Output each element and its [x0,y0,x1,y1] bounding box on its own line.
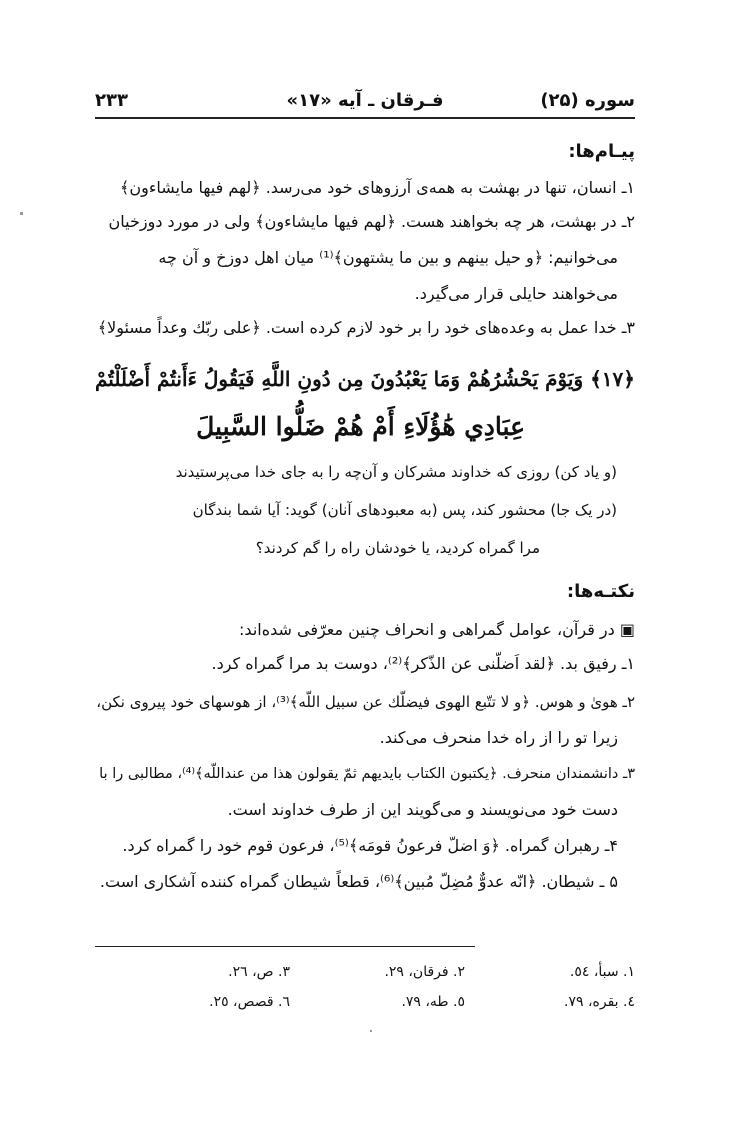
footnote: ۱. سبأ، ٥٤. [569,964,635,980]
footnote: ٤. بقره، ۷۹. [564,994,635,1010]
notes-intro-text: در قرآن، عوامل گمراهی و انحراف چنین معرّفی شده‌اند: [239,620,615,639]
note-line: ۱ـ رفیق بد. ﴿لقد اَضلّنی عن الذّکر﴾⁽²⁾، دوست بد مرا گمراه کرد. [211,654,635,673]
margin-speck [20,212,23,215]
footnote-rule [95,946,475,947]
translation-line: (در یک جا) محشور کند، پس (به معبودهای آنان) گوید: آیا شما بندگان [192,501,617,519]
messages-heading: پیـام‌ها: [568,141,635,162]
note-line: دست خود می‌نویسند و می‌گویند این از طرف خداوند است. [227,800,618,819]
footnote: ٦. قصص، ۲٥. [209,994,290,1010]
message-line: می‌خواهند حایلی قرار می‌گیرد. [414,284,618,303]
surah-label: سوره (۲۵) [540,90,635,111]
note-line: ۲ـ هویٰ و هوس. ﴿و لا تتّبع الهوی فیضلّك عن سبیل اللّه﴾⁽³⁾، از هوسهای خود پیروی نکن، [96,693,635,711]
footnote: ٥. طه، ۷۹. [401,994,465,1010]
verse-line-1: ﴿۱۷﴾ وَيَوْمَ يَحْشُرُهُمْ وَمَا يَعْبُدُونَ مِن دُونِ اللَّهِ فَيَقُولُ ءَأَنتُمْ أَضْلَلْتُمْ [94,367,635,391]
footnote: ۳. ص، ۲٦. [228,964,290,980]
message-line: ۳ـ خدا عمل به وعده‌های خود را بر خود لازم کرده است. ﴿علی ربّك وعداً مسئولا﴾ [97,318,635,337]
note-line: ۵ ـ شیطان. ﴿انّه عدوٌّ مُضِلّ مُبین﴾⁽⁶⁾، قطعاً شیطان گمراه کننده آشکاری است. [99,872,618,891]
footnote: ۲. فرقان، ۲۹. [384,964,465,980]
page-number: ۲۳۳ [95,90,128,111]
note-line: ۴ـ رهبران گمراه. ﴿وَ اضلّ فرعونُ قومَه﴾⁽⁵⁾، فرعون قوم خود را گمراه کرد. [122,836,618,855]
bullet-icon: ▣ [619,620,635,639]
running-header [95,88,635,118]
message-line: ۲ـ در بهشت، هر چه بخواهند هست. ﴿لهم فیها مایشاءون﴾ ولی در مورد دوزخیان [108,212,635,231]
verse-line-2: عِبَادِي هَٰؤُلَاءِ أَمْ هُمْ ضَلُّوا السَّبِيلَ [196,412,525,441]
note-line: زیرا تو را از راه خدا منحرف می‌کند. [379,728,618,747]
notes-intro [239,618,635,642]
header-rule [95,117,635,119]
header-title: فـرقان ـ آیه «۱۷» [286,90,444,111]
page-speck [370,1030,372,1032]
notes-heading: نکتـه‌ها: [566,581,635,602]
message-line: می‌خوانیم: ﴿و حیل بینهم و بین ما یشتهون﴾⁽¹⁾ میان اهل دوزخ و آن چه [158,248,618,267]
translation-line: مرا گمراه کردید، یا خودشان راه را گم کردند؟ [255,539,540,557]
translation-line: (و یاد کن) روزی که خداوند مشرکان و آن‌چه را به جای خدا می‌پرستیدند [175,463,617,481]
note-line: ۳ـ دانشمندان منحرف. ﴿یکتبون الکتاب بایدیهم ثمّ یقولون هذا من عنداللّه﴾⁽⁴⁾، مطالبی را با [99,766,635,782]
message-line: ۱ـ انسان، تنها در بهشت به همه‌ی آرزوهای خود می‌رسد. ﴿لهم فیها مایشاءون﴾ [120,178,635,197]
